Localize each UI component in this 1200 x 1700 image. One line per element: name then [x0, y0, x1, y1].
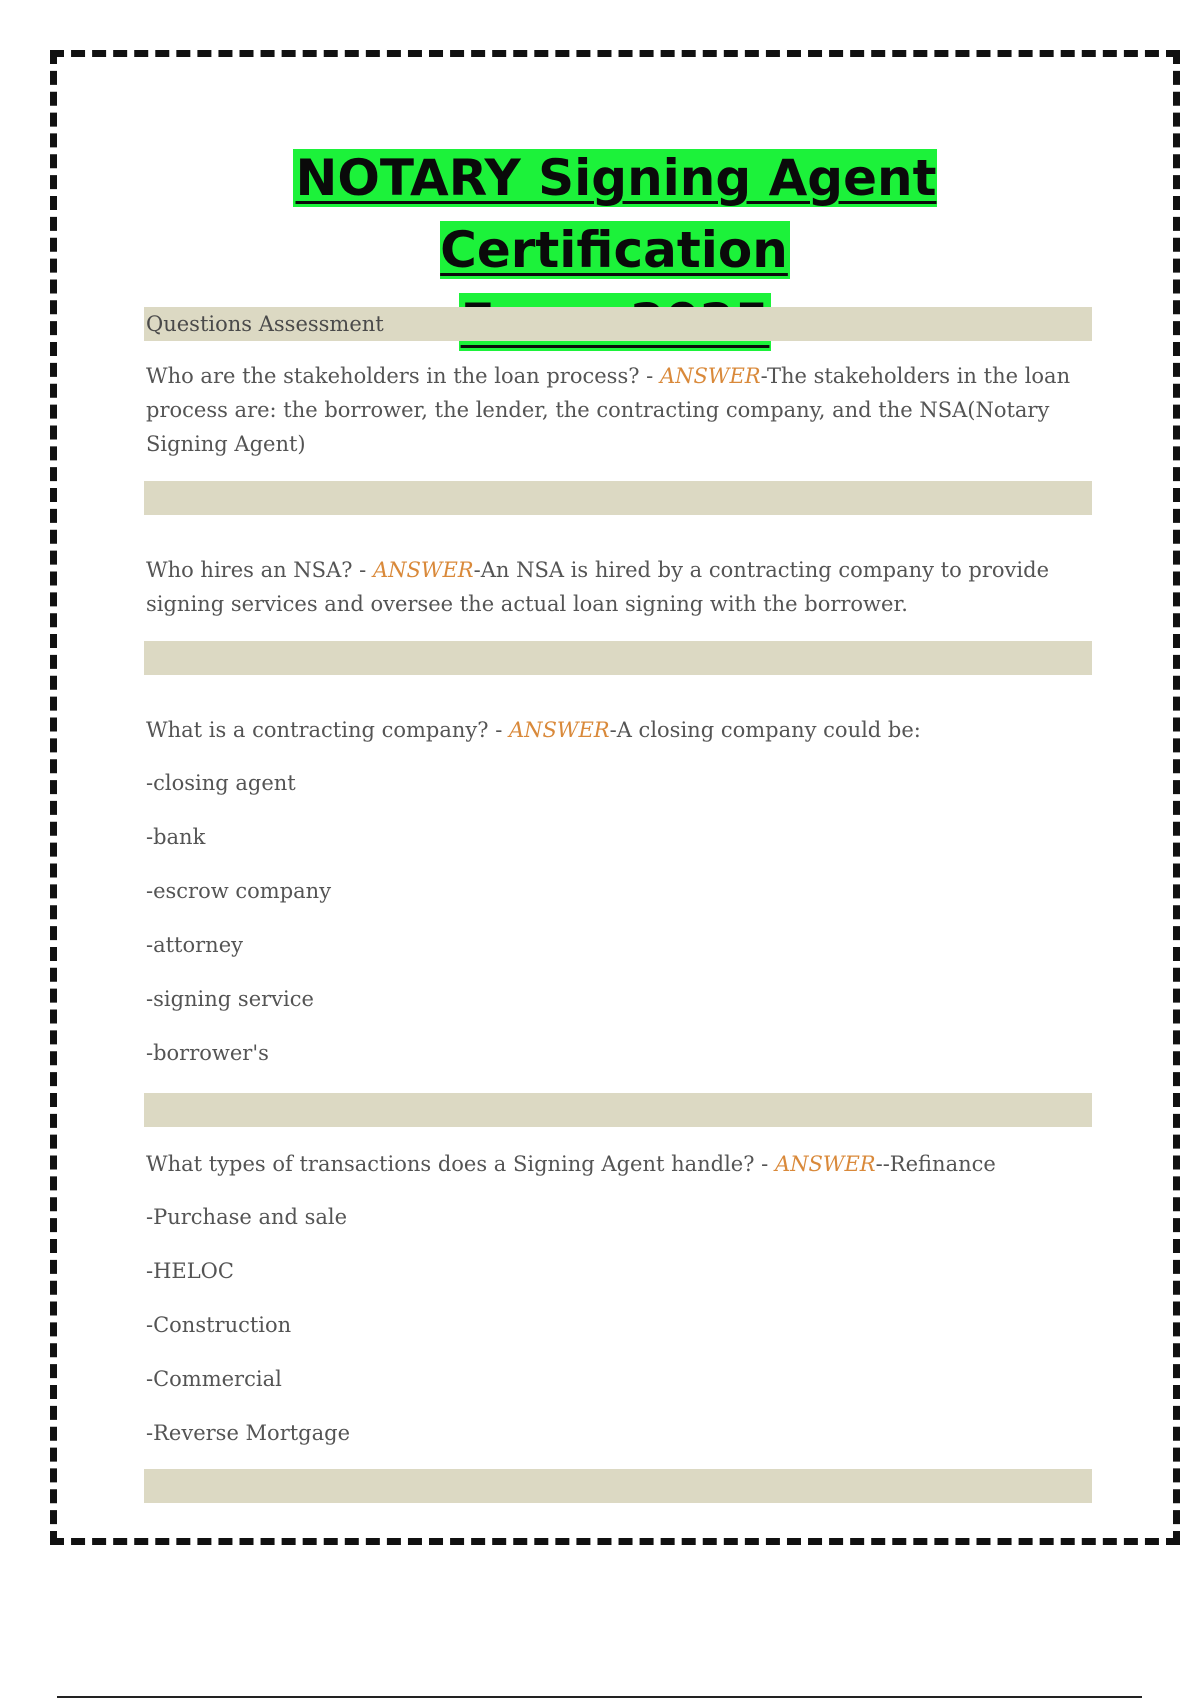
list-item: -Reverse Mortgage	[146, 1421, 351, 1445]
answer-text: --Refinance	[875, 1152, 996, 1176]
question-text: What is a contracting company? -	[146, 718, 509, 742]
question-text: Who hires an NSA? -	[146, 558, 373, 582]
list-item: -HELOC	[146, 1259, 234, 1283]
title-line-1: NOTARY Signing Agent Certification	[295, 149, 937, 279]
separator-bar	[144, 481, 1092, 515]
qa-entry-3	[146, 713, 1092, 747]
page-bottom-rule	[57, 1696, 1142, 1698]
list-item: -borrower's	[146, 1041, 269, 1065]
qa-entry-1	[146, 359, 1092, 461]
list-item: -Construction	[146, 1313, 292, 1337]
list-item: -Commercial	[146, 1367, 282, 1391]
answer-text: -A closing company could be:	[609, 718, 921, 742]
answer-label: ANSWER	[508, 718, 610, 742]
section-header-bar: Questions Assessment	[144, 307, 1092, 341]
question-text: What types of transactions does a Signing Agent handle? -	[146, 1152, 775, 1176]
question-text: Who are the stakeholders in the loan process? -	[146, 364, 660, 388]
answer-label: ANSWER	[659, 364, 761, 388]
list-item: -closing agent	[146, 771, 296, 795]
list-item: -Purchase and sale	[146, 1205, 348, 1229]
separator-bar	[144, 641, 1092, 675]
list-item: -escrow company	[146, 879, 332, 903]
list-item: -signing service	[146, 987, 314, 1011]
list-item: -attorney	[146, 933, 243, 957]
list-item: -bank	[146, 825, 206, 849]
answer-text: -An NSA is hired by a contracting company to provide signing services and oversee the actual loan signing with the borrower.	[146, 558, 1050, 616]
answer-text: -The stakeholders in the loan process are: the borrower, the lender, the contracting company, and the NSA(Notary Signing Agent)	[146, 364, 1071, 456]
answer-label: ANSWER	[774, 1152, 876, 1176]
qa-entry-2	[146, 553, 1092, 621]
document-body	[144, 307, 1092, 1503]
separator-bar	[144, 1469, 1092, 1503]
answer-label: ANSWER	[372, 558, 474, 582]
qa-entry-4	[146, 1147, 1092, 1181]
separator-bar	[144, 1093, 1092, 1127]
